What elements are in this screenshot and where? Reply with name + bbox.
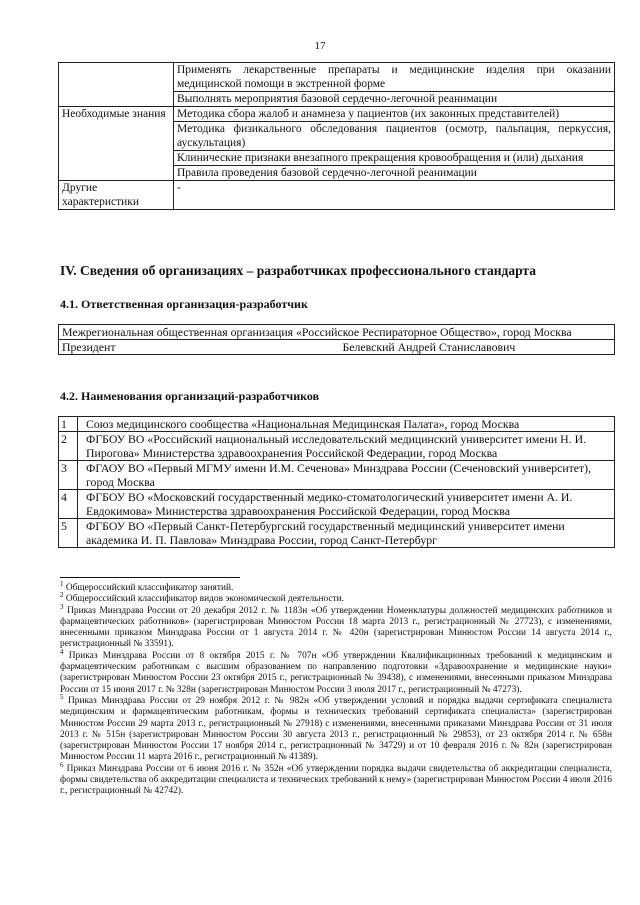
table-row [59, 417, 615, 432]
skill-item: Выполнять мероприятия базовой сердечно-легочной реанимации [174, 92, 615, 107]
president-label: Президент [62, 340, 116, 354]
footnote-text: Общероссийский классификатор видов экономической деятельности. [65, 594, 345, 605]
responsible-org-table [58, 324, 615, 355]
row-number: 1 [59, 417, 78, 432]
developer-orgs-table [58, 416, 615, 548]
footnote [60, 591, 612, 605]
developer-org-name: Союз медицинского сообщества «Национальная Медицинская Палата», город Москва [78, 417, 615, 432]
footnotes [60, 579, 613, 798]
footnote [60, 760, 612, 798]
other-characteristics-value: - [174, 181, 615, 210]
skills-knowledge-table [58, 62, 615, 210]
knowledge-item: Правила проведения базовой сердечно-легочной реанимации [174, 166, 615, 181]
footnote-number: 4 [60, 647, 64, 656]
row-number: 4 [59, 490, 78, 519]
footnote [60, 692, 612, 764]
knowledge-item: Методика физикального обследования пациентов (осмотр, пальпация, перкуссия, аускультация) [174, 122, 615, 151]
skill-item: Применять лекарственные препараты и медицинские изделия при оказании медицинской помощи в экстренной форме [174, 63, 615, 92]
footnote-text: Приказ Минздрава России от 6 июня 2016 г. № 352н «Об утверждении порядка выдачи свидетельства об аккредитации специалиста, формы свидетельства об аккредитации специалиста и технических требований к нему» (зарегистрирован Минюстом России 4 июля 2016 г., регистрационный № 42742). [60, 763, 612, 797]
footnote-text: Приказ Минздрава России от 29 ноября 2012 г. № 982н «Об утверждении условий и порядка выдачи сертификата специалиста медицинским и фармацевтическим работникам, формы и технических требований сертификата специалиста» (зарегистрирован Минюстом России 29 марта 2013 г., регистрационный № 27918) с изменениями, внесенными приказами Минздрава России от 31 июля 2013 г. № 515н (зарегистрирован Минюстом России 30 августа 2013 г., регистрационный № 29853), от 23 октября 2014 г. № 658н (зарегистрирован Минюстом России 17 ноября 2014 г., регистрационный № 34729) и от 10 февраля 2016 г. № 82н (зарегистрирован Минюстом России 11 марта 2016 г., регистрационный № 41389). [60, 695, 612, 763]
knowledge-item: Методика сбора жалоб и анамнеза у пациентов (их законных представителей) [174, 107, 615, 122]
responsible-org-name: Межрегиональная общественная организация «Российское Респираторное Общество», город Москва [59, 325, 615, 340]
row-label-other-characteristics: Другие характеристики [59, 181, 174, 210]
footnote [60, 579, 612, 594]
row-number: 5 [59, 519, 78, 548]
section-4-heading: IV. Сведения об организациях – разработчиках профессионального стандарта [60, 263, 536, 278]
row-number: 3 [59, 461, 78, 490]
subsection-4-1-heading: 4.1. Ответственная организация-разработчик [60, 297, 308, 311]
developer-org-name: ФГАОУ ВО «Первый МГМУ имени И.М. Сеченова» Минздрава России (Сеченовский университет), город Москва [78, 461, 615, 490]
subsection-4-2-heading: 4.2. Наименования организаций-разработчиков [60, 389, 320, 403]
footnote-text: Приказ Минздрава России от 20 декабря 2012 г. № 1183н «Об утверждении Номенклатуры должностей медицинских работников и фармацевтических работников» (зарегистрирован Минюстом России 18 марта 2013 г., регистрационный № 27723), с изменениями, внесенными приказом Минздрава России от 1 августа 2014 г. № 420н (зарегистрирован Минюстом России 14 августа 2014 г., регистрационный № 33591). [60, 605, 613, 650]
footnote-divider [60, 577, 240, 578]
footnote [60, 647, 612, 696]
footnote-number: 2 [60, 591, 64, 600]
developer-org-name: ФГБОУ ВО «Первый Санкт-Петербургский государственный медицинский университет имени академика И. П. Павлова» Минздрава России, город Санкт-Петербург [78, 519, 615, 548]
president-row [59, 340, 615, 355]
president-name: Белевский Андрей Станиславович [342, 340, 516, 354]
footnote-number: 6 [60, 760, 64, 769]
footnote-text: Приказ Минздрава России от 8 октября 2015 г. № 707н «Об утверждении Квалификационных требований к медицинским и фармацевтическим работникам с высшим образованием по направлению подготовки «Здравоохранение и медицинские науки» (зарегистрирован Минюстом России 23 октября 2015 г., регистрационный № 39438), с изменениями, внесенными приказом Минздрава России от 15 июня 2017 г. № 328н (зарегистрирован Минюстом России 3 июля 2017 г., регистрационный № 47273). [60, 650, 612, 695]
footnote-text: Общероссийский классификатор занятий. [65, 583, 234, 593]
table-row [59, 461, 615, 490]
developer-org-name: ФГБОУ ВО «Московский государственный медико-стоматологический университет имени А. И. Евдокимова» Министерства здравоохранения Российской Федерации, город Москва [78, 490, 615, 519]
row-label-empty [59, 63, 174, 107]
knowledge-item: Клинические признаки внезапного прекращения кровообращения и (или) дыхания [174, 151, 615, 166]
page-number: 17 [314, 40, 326, 52]
developer-org-name: ФГБОУ ВО «Российский национальный исследовательский медицинский университет имени Н. И. Пирогова» Министерства здравоохранения Российской Федерации, город Москва [78, 432, 615, 461]
table-row [59, 519, 615, 548]
row-label-required-knowledge: Необходимые знания [59, 107, 174, 181]
row-number: 2 [59, 432, 78, 461]
table-row [59, 432, 615, 461]
footnote-number: 5 [60, 692, 64, 701]
footnote-number: 1 [60, 579, 64, 588]
table-row [59, 490, 615, 519]
footnote-number: 3 [60, 602, 64, 611]
footnote [60, 602, 613, 651]
